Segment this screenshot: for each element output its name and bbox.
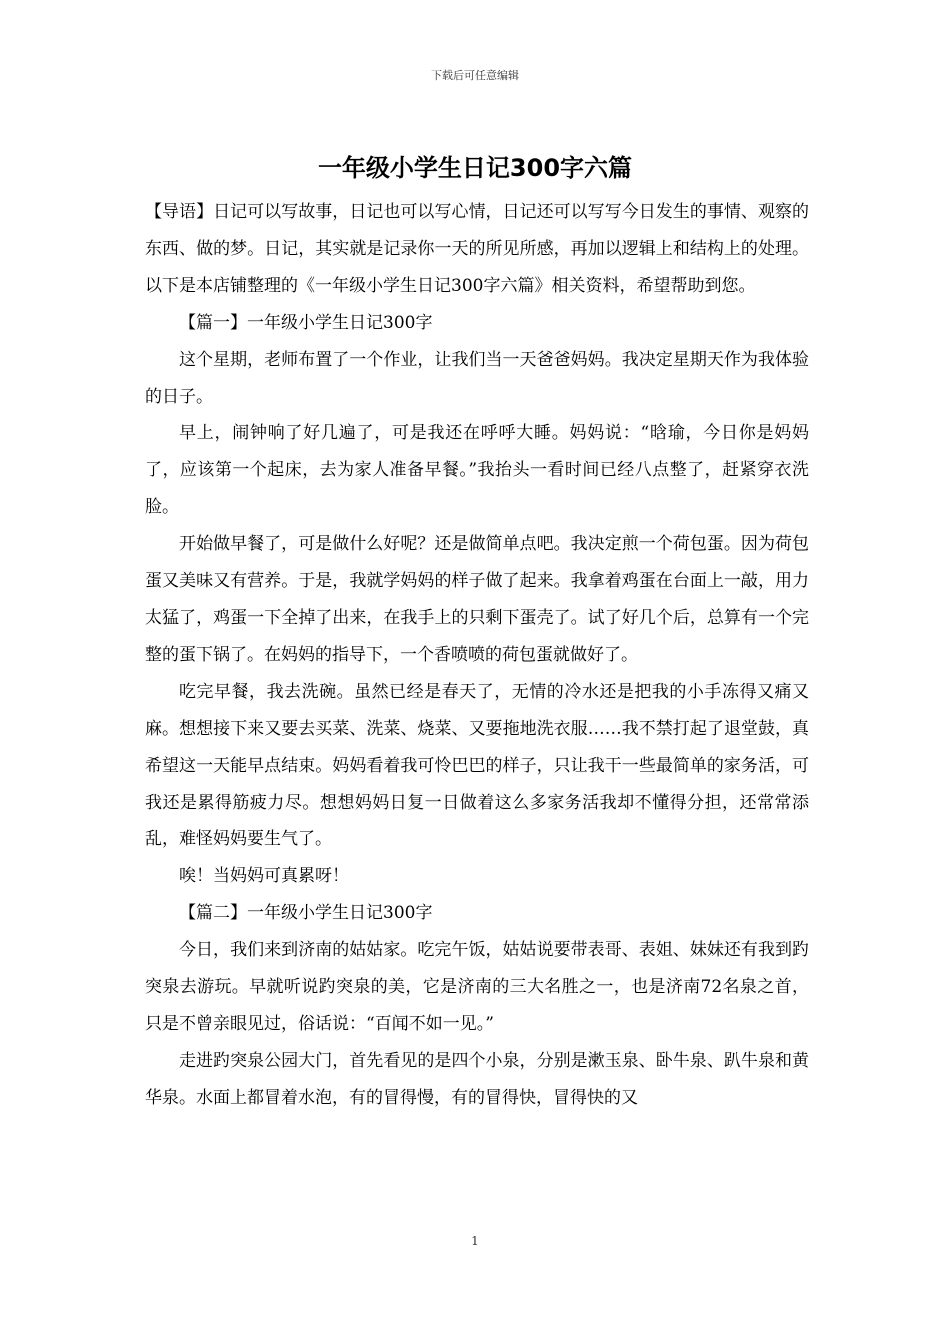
paragraph: 唉！当妈妈可真累呀！ [179,866,349,887]
paragraph: 走进趵突泉公园大门，首先看见的是四个小泉，分别是漱玉泉、卧牛泉、趴牛泉和黄华泉。水面上都冒着水泡，有的冒得慢，有的冒得快，冒得快的又 [145,1050,809,1108]
document-title: 一年级小学生日记300字六篇 [317,154,633,182]
paragraph-intro: 【导语】日记可以写故事，日记也可以写心情，日记还可以写写今日发生的事情、观察的东西、做的梦。日记，其实就是记录你一天的所见所感，再加以逻辑上和结构上的处理。以下是本店铺整理的《一年级小学生日记300字六篇》相关资料，希望帮助到您。 [145,202,809,296]
paragraph: 吃完早餐，我去洗碗。虽然已经是春天了，无情的冷水还是把我的小手冻得又痛又麻。想想接下来又要去买菜、洗菜、烧菜、又要拖地洗衣服……我不禁打起了退堂鼓，真希望这一天能早点结束。妈妈看着我可怜巴巴的样子，只让我干一些最简单的家务活，可我还是累得筋疲力尽。想想妈妈日复一日做着这么多家务活我却不懂得分担，还常常添乱，难怪妈妈要生气了。 [145,681,809,850]
page-number: 1 [471,1234,479,1248]
paragraph: 这个星期，老师布置了一个作业，让我们当一天爸爸妈妈。我决定星期天作为我体验的日子。 [145,349,809,407]
header-note: 下载后可任意编辑 [431,69,519,82]
paragraph: 早上，闹钟响了好几遍了，可是我还在呼呼大睡。妈妈说：“晗瑜，今日你是妈妈了，应该第一个起床，去为家人准备早餐。”我抬头一看时间已经八点整了，赶紧穿衣洗脸。 [145,423,809,518]
document-body [145,194,809,1117]
paragraph: 开始做早餐了，可是做什么好呢？还是做简单点吧。我决定煎一个荷包蛋。因为荷包蛋又美味又有营养。于是，我就学妈妈的样子做了起来。我拿着鸡蛋在台面上一敲，用力太猛了，鸡蛋一下全掉了出来，在我手上的只剩下蛋壳了。试了好几个后，总算有一个完整的蛋下锅了。在妈妈的指导下，一个香喷喷的荷包蛋就做好了。 [145,534,809,665]
paragraph: 今日，我们来到济南的姑姑家。吃完午饭，姑姑说要带表哥、表姐、妹妹还有我到趵突泉去游玩。早就听说趵突泉的美，它是济南的三大名胜之一，也是济南72名泉之首，只是不曾亲眼见过，俗话说：“百闻不如一见。” [145,940,809,1034]
section-heading-1: 【篇一】一年级小学生日记300字 [179,312,433,333]
section-heading-2: 【篇二】一年级小学生日记300字 [179,903,433,924]
